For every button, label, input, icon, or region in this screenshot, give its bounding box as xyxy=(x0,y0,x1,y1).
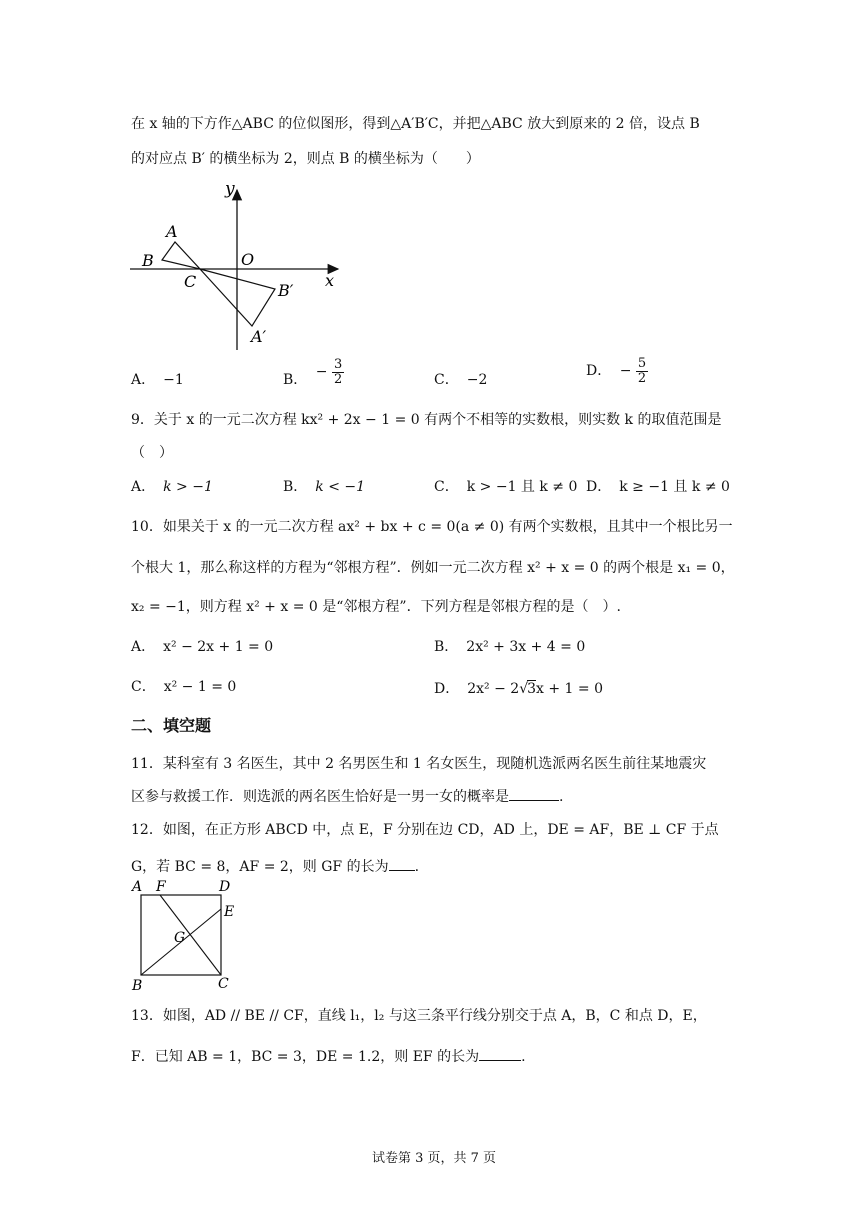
section-title-fill-in: 二、填空题 xyxy=(131,716,212,735)
q12-square-figure xyxy=(128,876,243,994)
q9-option-d[interactable]: D． k ≥ −1 且 k ≠ 0 xyxy=(586,479,730,495)
label-b: B xyxy=(142,251,154,270)
label-c: C xyxy=(184,272,197,291)
label-a: A xyxy=(166,222,178,241)
q8-option-a[interactable]: A． −1 xyxy=(131,372,184,388)
q8-option-c[interactable]: C． −2 xyxy=(434,372,488,388)
label-a-prime: A′ xyxy=(251,327,267,346)
label-d: D xyxy=(219,879,231,895)
q10-option-b[interactable]: B． 2x² + 3x + 4 = 0 xyxy=(434,639,586,655)
q11-answer-blank[interactable] xyxy=(509,788,559,801)
label-y: y xyxy=(225,179,235,199)
label-b: B xyxy=(132,978,143,994)
q8-option-d[interactable]: D． − $\frac{5}{2}$ xyxy=(586,356,647,386)
q10-option-c[interactable]: C． x² − 1 = 0 xyxy=(131,679,237,695)
q8-coordinate-figure xyxy=(120,178,350,358)
label-o: O xyxy=(241,250,255,269)
label-c: C xyxy=(218,976,229,992)
label-b-prime: B′ xyxy=(278,281,294,300)
q10-line3: x₂ = −1，则方程 x² + x = 0 是“邻根方程”．下列方程是邻根方程的是（ ）. xyxy=(131,599,622,615)
label-a: A xyxy=(132,879,143,895)
q8-line1: 在 x 轴的下方作△ABC 的位似图形，得到△A′B′C，并把△ABC 放大到原来的 2 倍，设点 B xyxy=(131,116,700,132)
label-e: E xyxy=(224,904,235,920)
q10-line2: 个根大 1，那么称这样的方程为“邻根方程”．例如一元二次方程 x² + x = 0 的两个根是 x₁ = 0， xyxy=(131,560,735,576)
q13-answer-blank[interactable] xyxy=(479,1048,521,1061)
q9-option-a[interactable]: A． k > −1 xyxy=(131,479,213,495)
label-x: x xyxy=(325,271,335,290)
q12-line2: G，若 BC = 8，AF = 2，则 GF 的长为 . xyxy=(131,859,420,875)
sqrt-sign: √ xyxy=(519,681,529,697)
q13-line1: 13．如图，AD // BE // CF，直线 l₁，l₂ 与这三条平行线分别交于点 A，B，C 和点 D，E， xyxy=(131,1008,707,1024)
q10-option-d[interactable]: D． 2x² − 2√3x + 1 = 0 xyxy=(434,681,604,697)
q11-line2: 区参与救援工作．则选派的两名医生恰好是一男一女的概率是 . xyxy=(131,789,564,805)
label-g: G xyxy=(174,930,186,946)
page-footer: 试卷第 3 页，共 7 页 xyxy=(371,1151,497,1166)
fraction-five-halves: $\frac{5}{2}$ xyxy=(637,356,647,386)
q9-option-c[interactable]: C． k > −1 且 k ≠ 0 xyxy=(434,479,578,495)
fraction-three-halves: $\frac{3}{2}$ xyxy=(333,356,343,387)
q11-line1: 11．某科室有 3 名医生，其中 2 名男医生和 1 名女医生，现随机选派两名医生前往某地震灾 xyxy=(131,756,707,772)
q12-line1: 12．如图，在正方形 ABCD 中，点 E，F 分别在边 CD，AD 上，DE = AF，BE ⊥ CF 于点 xyxy=(131,822,719,838)
label-f: F xyxy=(156,879,166,895)
segment-cf xyxy=(160,895,221,975)
q9-option-b[interactable]: B． k < −1 xyxy=(283,479,366,495)
q10-line1: 10．如果关于 x 的一元二次方程 ax² + bx + c = 0(a ≠ 0) 有两个实数根，且其中一个根比另一 xyxy=(131,519,733,535)
triangle-abc xyxy=(162,242,200,269)
q8-option-b[interactable]: B． − $\frac{3}{2}$ xyxy=(283,356,343,388)
q13-line2: F．已知 AB = 1，BC = 3，DE = 1.2，则 EF 的长为 . xyxy=(131,1049,526,1065)
q10-option-a[interactable]: A． x² − 2x + 1 = 0 xyxy=(131,639,274,655)
q9-line1: 9．关于 x 的一元二次方程 kx² + 2x − 1 = 0 有两个不相等的实数根，则实数 k 的取值范围是 xyxy=(131,412,722,428)
q9-line2: （ ） xyxy=(131,445,173,461)
q12-answer-blank[interactable] xyxy=(389,858,415,871)
q8-line2: 的对应点 B′ 的横坐标为 2，则点 B 的横坐标为（ ） xyxy=(131,151,480,167)
